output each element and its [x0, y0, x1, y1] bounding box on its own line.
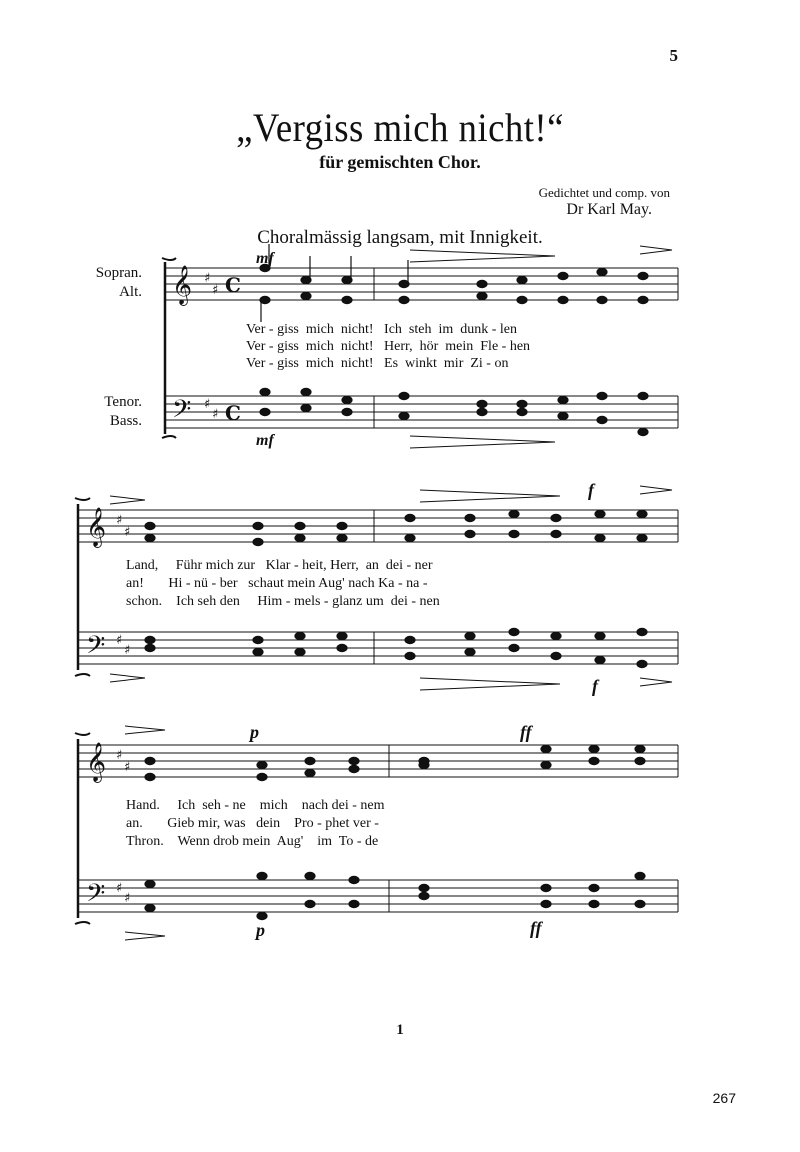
voice-label-alto: Alt. — [119, 284, 142, 300]
bass-clef-icon: 𝄢 — [86, 879, 106, 914]
dynamic-mf: mf — [256, 432, 274, 449]
staff-system3-lower — [78, 880, 678, 912]
lyrics-system1-verse2: Ver - giss mich nicht! Herr, hör mein Fle - hen — [246, 339, 531, 354]
dynamic-p: p — [250, 722, 259, 742]
common-time-icon: C — [225, 401, 241, 425]
lyrics-system3-verse2: an. Gieb mir, was dein Pro - phet ver - — [126, 816, 379, 831]
sharp-icon: ♯ — [116, 513, 123, 528]
sharp-icon: ♯ — [204, 271, 211, 286]
dynamic-ff: ff — [530, 918, 542, 938]
lyrics-system1-verse1: Ver - giss mich nicht! Ich steh im dunk - len — [246, 322, 518, 337]
dynamic-mf: mf — [256, 250, 274, 267]
sharp-icon: ♯ — [204, 397, 211, 412]
voice-label-bass: Bass. — [109, 413, 142, 429]
credit-line-1: Gedichtet und comp. von — [538, 185, 670, 200]
dynamic-p: p — [256, 920, 265, 940]
lyrics-system1-verse3: Ver - giss mich nicht! Es winkt mir Zi - on — [246, 356, 509, 371]
treble-clef-icon: 𝄞 — [86, 507, 107, 547]
common-time-icon: C — [225, 273, 241, 297]
bass-clef-icon: 𝄢 — [172, 395, 192, 430]
song-title: „Vergiss mich nicht!“ — [236, 105, 564, 150]
sharp-icon: ♯ — [124, 643, 131, 658]
credit-line-2: Dr Karl May. — [566, 201, 652, 218]
sharp-icon: ♯ — [124, 891, 131, 906]
staff-system2-upper — [78, 510, 678, 542]
print-page-number: 267 — [712, 1090, 736, 1106]
sharp-icon: ♯ — [116, 633, 123, 648]
lyrics-system3-verse3: Thron. Wenn drob mein Aug' im To - de — [126, 834, 379, 849]
voice-label-soprano: Sopran. — [95, 265, 142, 281]
sharp-icon: ♯ — [124, 760, 131, 775]
song-subtitle: für gemischten Chor. — [319, 152, 481, 172]
staff-system2-lower — [78, 632, 678, 664]
footer-number: 1 — [396, 1022, 404, 1038]
dynamic-f: f — [588, 480, 594, 500]
treble-clef-icon: 𝄞 — [86, 742, 107, 782]
sharp-icon: ♯ — [116, 881, 123, 896]
sharp-icon: ♯ — [212, 283, 219, 298]
lyrics-system2-verse3: schon. Ich seh den Him - mels - glanz um dei - nen — [126, 594, 440, 609]
lyrics-system2-verse2: an! Hi - nü - ber schaut mein Aug' nach Ka - na - — [126, 576, 428, 591]
sharp-icon: ♯ — [212, 407, 219, 422]
dynamic-f: f — [592, 676, 598, 696]
voice-label-tenor: Tenor. — [104, 394, 142, 410]
treble-clef-icon: 𝄞 — [172, 265, 193, 305]
tempo-marking: Choralmässig langsam, mit Innigkeit. — [257, 227, 543, 248]
page-number: 5 — [669, 46, 678, 65]
lyrics-system2-verse1: Land, Führ mich zur Klar - heit, Herr, an dei - ner — [126, 558, 433, 573]
bass-clef-icon: 𝄢 — [86, 631, 106, 666]
sharp-icon: ♯ — [116, 748, 123, 763]
sharp-icon: ♯ — [124, 525, 131, 540]
lyrics-system3-verse1: Hand. Ich seh - ne mich nach dei - nem — [126, 798, 385, 813]
staff-system3-upper — [78, 745, 678, 777]
dynamic-ff: ff — [520, 722, 532, 742]
